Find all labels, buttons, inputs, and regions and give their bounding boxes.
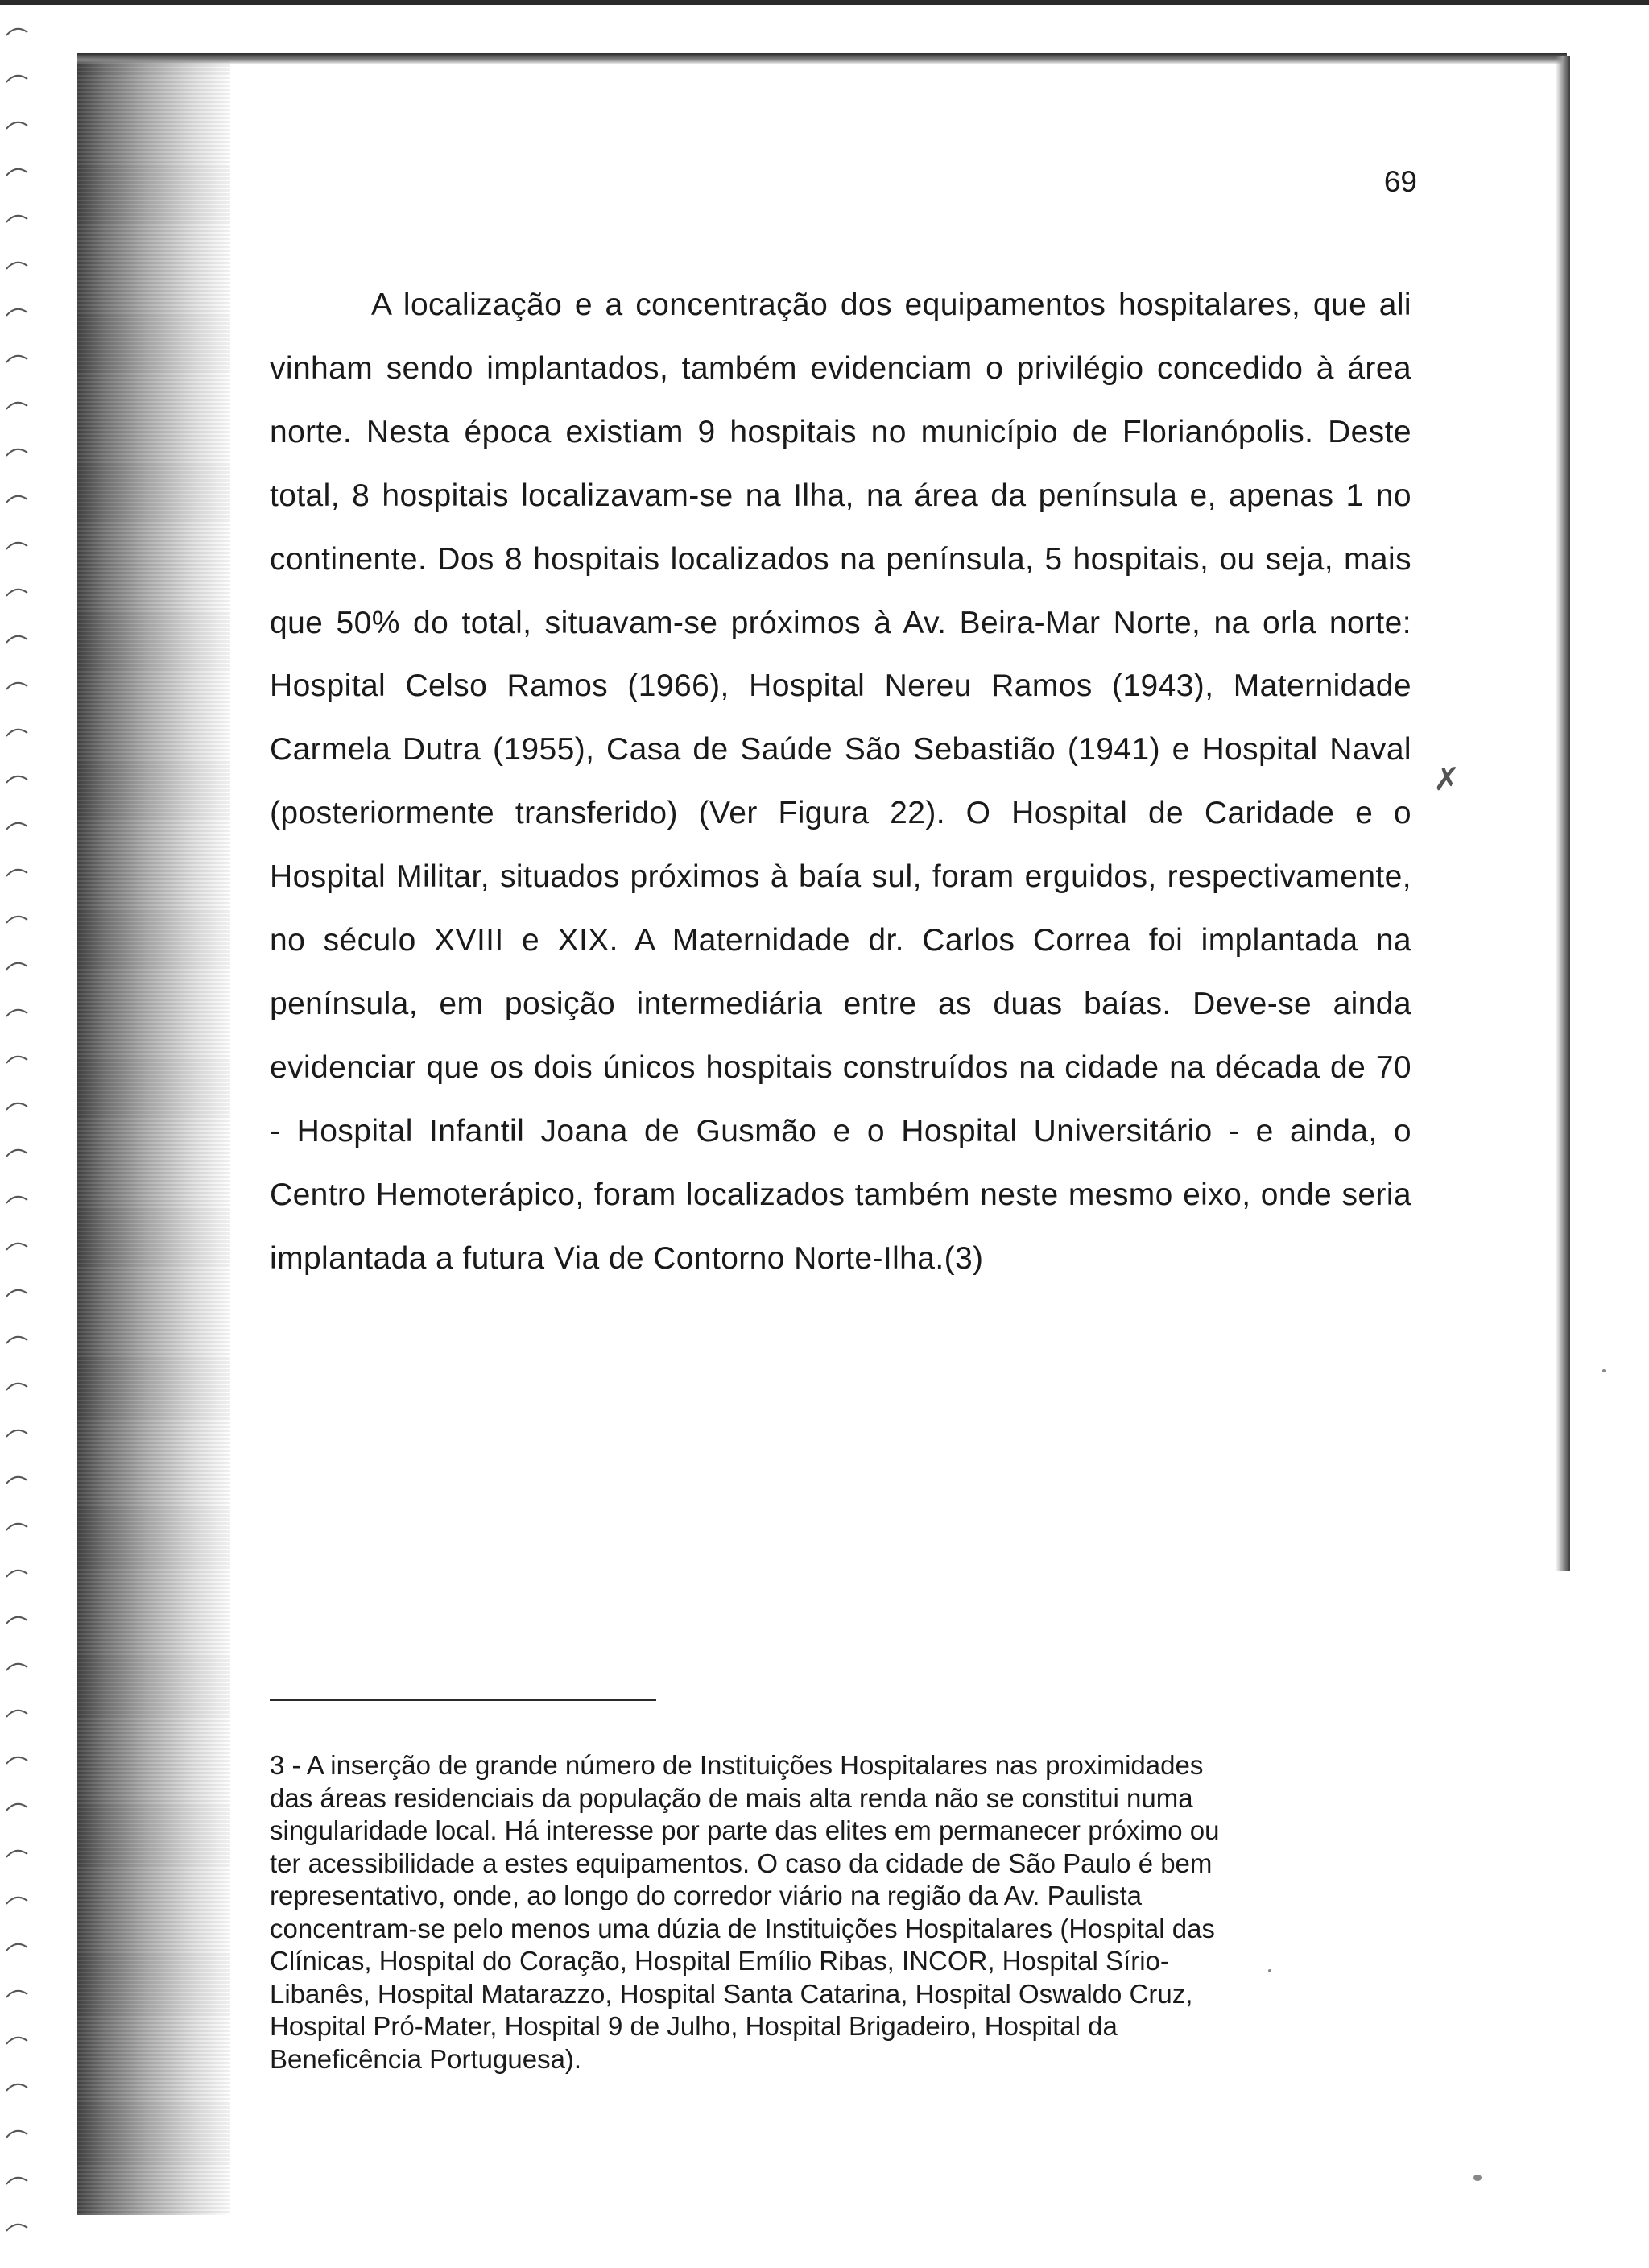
binding-hole-mark — [6, 356, 27, 362]
binding-hole-mark — [6, 1757, 27, 1764]
binding-hole-mark — [6, 496, 27, 503]
binding-hole-mark — [6, 1477, 27, 1484]
footnote-separator: - — [284, 1750, 307, 1780]
page-top-edge — [77, 53, 1567, 64]
footnote-text: A inserção de grande número de Instituições Hospitalares nas proximidades das áreas residenciais da população de mais alta renda não se constitui numa singularidade local. Há interesse por parte das elites em permanecer próximo ou ter acessibilidade a estes equipamentos. O caso da cidade de São Paulo é bem representativo, onde, ao longo do corredor viário na região da Av. Paulista concentram-se pelo menos uma dúzia de Instituições Hospitalares (Hospital das Clínicas, Hospital do Coração, Hospital Emílio Ribas, INCOR, Hospital Sírio-Libanês, Hospital Matarazzo, Hospital Santa Catarina, Hospital Oswaldo Cruz, Hospital Pró-Mater, Hospital 9 de Julho, Hospital Brigadeiro, Hospital da Beneficência Portuguesa). — [270, 1750, 1220, 2074]
binding-hole-mark — [6, 1384, 27, 1390]
binding-hole-mark — [6, 1150, 27, 1157]
binding-hole-mark — [6, 1571, 27, 1577]
binding-hole-mark — [6, 169, 27, 176]
binding-hole-mark — [6, 1991, 27, 1997]
scan-top-border — [0, 0, 1649, 5]
footnote-separator-rule — [270, 1699, 656, 1701]
binding-hole-mark — [6, 2131, 27, 2138]
handwritten-margin-mark: ✗ — [1433, 761, 1461, 798]
binding-hole-mark — [6, 122, 27, 129]
binding-hole-mark — [6, 730, 27, 736]
binding-hole-mark — [6, 590, 27, 596]
footnote — [270, 1749, 1220, 2076]
footnote-reference: (3) — [944, 1240, 984, 1276]
binding-hole-mark — [6, 1898, 27, 1904]
binding-hole-mark — [6, 403, 27, 409]
binding-hole-mark — [6, 683, 27, 689]
binding-hole-mark — [6, 917, 27, 923]
binding-hole-mark — [6, 1337, 27, 1343]
binding-hole-mark — [6, 1057, 27, 1063]
binding-hole-mark — [6, 776, 27, 783]
binding-hole-mark — [6, 1010, 27, 1016]
binding-hole-mark — [6, 1664, 27, 1670]
binding-hole-mark — [6, 449, 27, 456]
binding-shadow-texture — [77, 56, 230, 2215]
binding-hole-mark — [6, 29, 27, 35]
body-paragraph — [270, 274, 1411, 1291]
binding-hole-mark — [6, 1804, 27, 1811]
binding-hole-mark — [6, 1430, 27, 1437]
body-paragraph-text: A localização e a concentração dos equipamentos hospitalares, que ali vinham sendo implantados, também evidenciam o privilégio concedido à área norte. Nesta época existiam 9 hospitais no município de Florianópolis. Deste total, 8 hospitais localizavam-se na Ilha, na área da península e, apenas 1 no continente. Dos 8 hospitais localizados na península, 5 hospitais, ou seja, mais que 50% do total, situavam-se próximos à Av. Beira-Mar Norte, na orla norte: Hospital Celso Ramos (1966), Hospital Nereu Ramos (1943), Maternidade Carmela Dutra (1955), Casa de Saúde São Sebastião (1941) e Hospital Naval (posteriormente transferido) (Ver Figura 22). O Hospital de Caridade e o Hospital Militar, situados próximos à baía sul, foram erguidos, respectivamente, no século XVIII e XIX. A Maternidade dr. Carlos Correa foi implantada na península, em posição intermediária entre as duas baías. Deve-se ainda evidenciar que os dois únicos hospitais construídos na cidade na década de 70 - Hospital Infantil Joana de Gusmão e o Hospital Universitário - e ainda, o Centro Hemoterápico, foram localizados também neste mesmo eixo, onde seria implantada a futura Via de Contorno Norte-Ilha. — [270, 288, 1411, 1276]
binding-hole-mark — [6, 309, 27, 316]
binding-hole-mark — [6, 1944, 27, 1951]
binding-hole-mark — [6, 216, 27, 222]
binding-hole-mark — [6, 1524, 27, 1530]
binding-hole-mark — [6, 963, 27, 970]
binding-hole-mark — [6, 2225, 27, 2231]
binding-hole-mark — [6, 636, 27, 643]
binding-hole-mark — [6, 1617, 27, 1624]
binding-hole-mark — [6, 1197, 27, 1203]
binding-hole-mark — [6, 870, 27, 876]
binding-hole-marks — [0, 0, 64, 2268]
binding-hole-mark — [6, 543, 27, 549]
scan-speck — [1602, 1369, 1606, 1372]
scan-speck — [1473, 2175, 1482, 2181]
footnote-number: 3 — [270, 1750, 285, 1780]
binding-hole-mark — [6, 1103, 27, 1110]
binding-hole-mark — [6, 1290, 27, 1297]
binding-hole-mark — [6, 823, 27, 830]
binding-hole-mark — [6, 2178, 27, 2184]
binding-hole-mark — [6, 2084, 27, 2091]
page-number: 69 — [1383, 165, 1417, 198]
binding-hole-mark — [6, 263, 27, 269]
page-right-edge — [1556, 56, 1570, 1571]
scan-speck — [1268, 1969, 1271, 1972]
binding-hole-mark — [6, 76, 27, 82]
binding-hole-mark — [6, 1711, 27, 1717]
binding-hole-mark — [6, 1851, 27, 1857]
binding-hole-mark — [6, 1244, 27, 1250]
binding-hole-mark — [6, 2038, 27, 2044]
